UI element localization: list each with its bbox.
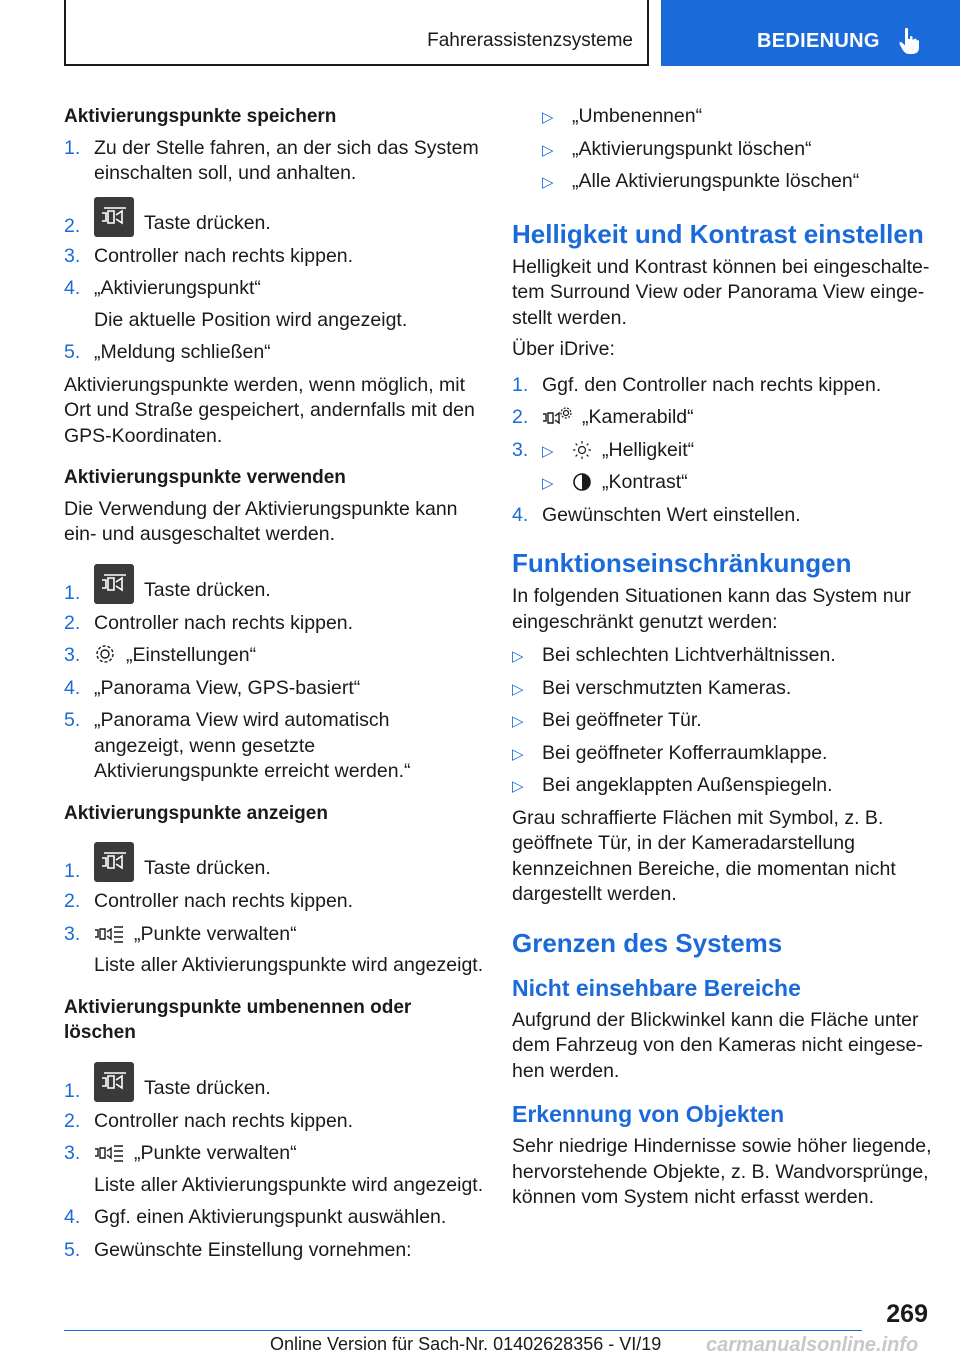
heading-save: Aktivierungspunkte speichern	[64, 106, 337, 127]
list-item: 3. Controller nach rechts kippen.	[64, 244, 354, 267]
left-column	[64, 104, 484, 1270]
bullet-item: ▷ Bei angeklappten Außenspiegeln.	[512, 773, 936, 799]
watermark-text: carmanualsonline.info	[706, 1334, 919, 1356]
pointing-hand-icon	[898, 27, 922, 55]
triangle-bullet-icon: ▷	[542, 475, 554, 492]
triangle-bullet-icon: ▷	[542, 109, 554, 126]
camera-key-icon	[94, 842, 134, 882]
list-item: 3. „Punkte verwalten“ Liste aller Aktivierungspunkte wird angezeigt.	[64, 922, 484, 976]
chapter-tab-label: BEDIENUNG	[757, 30, 880, 52]
heading-brightness: Helligkeit und Kontrast einstellen	[512, 218, 924, 249]
list-item: 2. Controller nach rechts kippen.	[64, 611, 354, 634]
hidden-areas-text: Aufgrund der Blickwinkel kann die Fläche unter dem Fahrzeug von den Kameras nicht eingesehen werden.	[512, 1008, 923, 1082]
list-item: 4. „Aktivierungspunkt“ Die aktuelle Position wird angezeigt.	[64, 277, 408, 331]
bullet-item: ▷ „Umbenennen“	[542, 104, 936, 130]
chapter-tab	[661, 0, 960, 66]
page-number: 269	[886, 1300, 928, 1328]
triangle-bullet-icon: ▷	[512, 713, 524, 730]
footer-divider	[64, 1330, 862, 1331]
bullet-item: ▷ „Alle Aktivierungspunkte löschen“	[542, 169, 936, 195]
bullet-item: ▷ „Aktivierungspunkt löschen“	[542, 137, 936, 163]
list-item: 2. Controller nach rechts kippen.	[64, 890, 354, 912]
header-frame	[64, 0, 649, 66]
right-column	[512, 104, 936, 1217]
limitations-text: In folgenden Situationen kann das System nur eingeschränkt genutzt werden:	[512, 585, 911, 633]
heading-object-detection: Erkennung von Objekten	[512, 1101, 785, 1127]
triangle-bullet-icon: ▷	[512, 745, 524, 763]
list-item: 4. Ggf. einen Aktivierungspunkt auswählen.	[64, 1206, 447, 1228]
bullet-item: ▷ Bei verschmutzten Kameras.	[512, 676, 936, 702]
bullet-item: ▷ „Kontrast“	[542, 470, 936, 496]
limitations-note: Grau schraffierte Flächen mit Symbol, z. B. geöffnete Tür, in der Kameradarstellung kennzeichnen Bereiche, die momentan nicht dargestellt werden.	[512, 806, 896, 905]
section-title: Fahrerassistenzsysteme	[427, 30, 633, 51]
idrive-text: Über iDrive:	[512, 338, 615, 360]
list-item: 2. Taste drücken.	[64, 197, 484, 237]
list-item: 5. Gewünschte Einstellung vornehmen:	[64, 1238, 412, 1261]
heading-rename: Aktivierungspunkte umbenennen oder löschen	[64, 996, 412, 1043]
triangle-bullet-icon: ▷	[512, 680, 524, 698]
list-item: 1. Taste drücken.	[64, 1062, 484, 1102]
object-detection-text: Sehr niedrige Hindernisse sowie höher liegende, hervorstehende Objekte, z. B. Wandvorsprünge, können vom System nicht erfasst werden.	[512, 1135, 932, 1208]
heading-show: Aktivierungspunkte anzeigen	[64, 802, 328, 824]
camera-list-icon	[94, 924, 124, 944]
heading-hidden-areas: Nicht einsehbare Bereiche	[512, 974, 801, 1001]
list-item: 3. „Punkte verwalten“ Liste aller Aktivierungspunkte wird angezeigt.	[64, 1142, 484, 1196]
camera-key-icon	[94, 564, 134, 604]
bullet-item: ▷ Bei geöffneter Tür.	[512, 708, 936, 734]
contrast-icon	[572, 472, 592, 492]
bullet-item: ▷ „Helligkeit“	[542, 438, 936, 464]
triangle-bullet-icon: ▷	[542, 174, 554, 191]
list-item: 4. „Panorama View, GPS-basiert“	[64, 676, 361, 699]
triangle-bullet-icon: ▷	[542, 141, 554, 159]
triangle-bullet-icon: ▷	[512, 648, 524, 665]
list-item: 3. ▷ „Helligkeit“ ▷ „Kontrast“	[512, 438, 936, 496]
list-item: 5. „Meldung schließen“	[64, 341, 271, 363]
list-item: 5. „Panorama View wird automatisch angezeigt, wenn gesetzte Aktivierungspunkte erreicht werden.“	[64, 709, 411, 782]
heading-bounds: Grenzen des Systems	[512, 927, 783, 958]
list-item: 1. Ggf. den Controller nach rechts kippen.	[512, 373, 882, 396]
camera-key-icon	[94, 1062, 134, 1102]
list-item: 3. „Einstellungen“	[64, 644, 257, 666]
camera-key-icon	[94, 197, 134, 237]
bullet-item: ▷ Bei geöffneter Kofferraumklappe.	[512, 741, 936, 767]
list-item: 1. Taste drücken.	[64, 564, 484, 604]
triangle-bullet-icon: ▷	[512, 778, 524, 795]
list-item: 1. Taste drücken.	[64, 842, 484, 882]
list-item: 4. Gewünschten Wert einstellen.	[512, 503, 801, 526]
camera-settings-icon	[542, 405, 572, 427]
brightness-icon	[572, 440, 592, 460]
intro-text: Die Verwendung der Aktivierungspunkte kann ein- und ausgeschaltet werden.	[64, 497, 458, 545]
note-text: Aktivierungspunkte werden, wenn möglich, mit Ort und Straße gespeichert, andernfalls mit den GPS-Koordinaten.	[64, 373, 475, 447]
footer-online-version: Online Version für Sach-Nr. 01402628356 - VI/19	[270, 1334, 662, 1354]
heading-limitations: Funktionseinschränkungen	[512, 548, 852, 578]
camera-list-icon	[94, 1143, 124, 1163]
heading-use: Aktivierungspunkte verwenden	[64, 467, 346, 488]
list-item: 2. Controller nach rechts kippen.	[64, 1109, 354, 1132]
list-item: 2. „Kamerabild“	[512, 406, 694, 428]
triangle-bullet-icon: ▷	[542, 442, 554, 460]
bullet-item: ▷ Bei schlechten Lichtverhältnissen.	[512, 643, 936, 669]
brightness-text: Helligkeit und Kontrast können bei eingeschaltetem Surround View oder Panorama View eingestellt werden.	[512, 255, 930, 329]
gear-icon	[94, 643, 116, 665]
list-item: 1. Zu der Stelle fahren, an der sich das System einschalten soll, und anhalten.	[64, 136, 479, 184]
